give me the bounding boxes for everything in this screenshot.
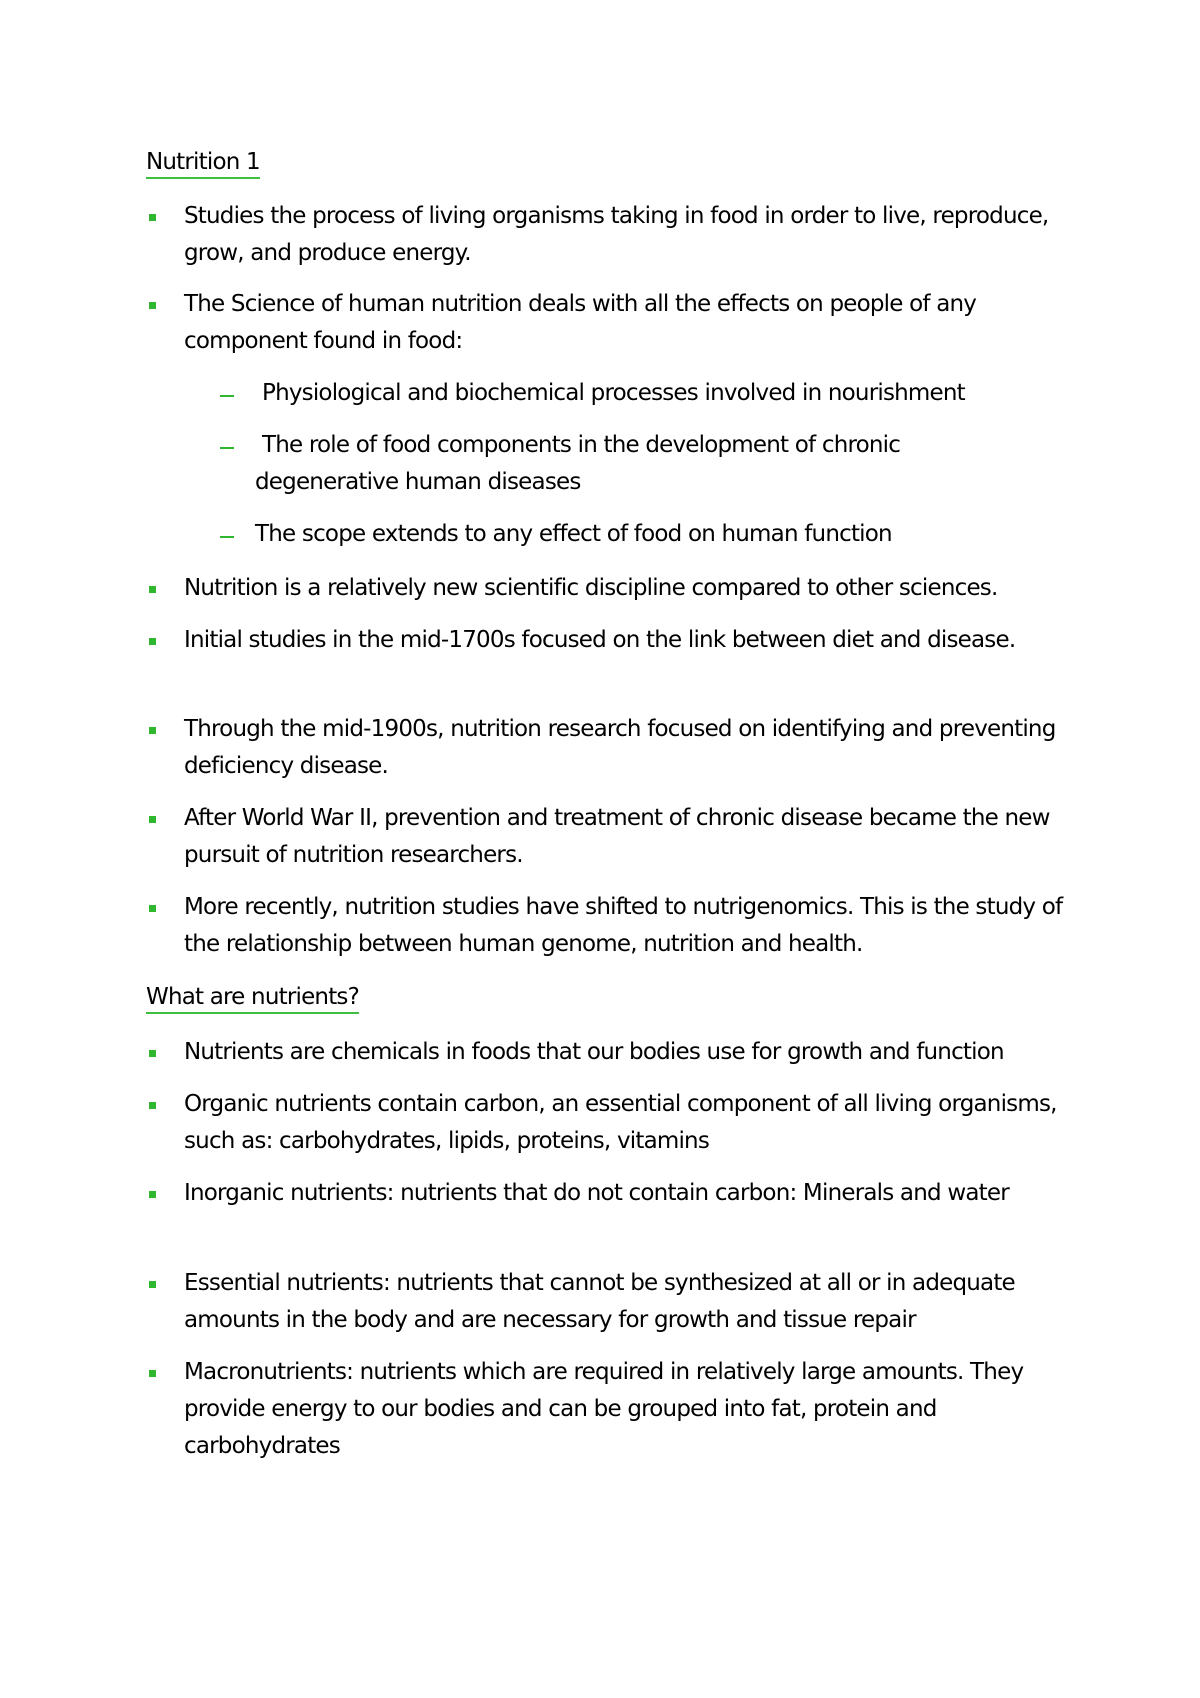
list-item: Essential nutrients: nutrients that cannot be synthesized at all or in adequate amounts in the body and are necessary for growth and tissue repair — [184, 1270, 1015, 1333]
dash-marker — [220, 395, 234, 397]
bullet-marker — [149, 727, 156, 734]
list-item: Macronutrients: nutrients which are required in relatively large amounts. They provide energy to our bodies and can be grouped into fat, protein and carbohydrates — [184, 1359, 1024, 1459]
list-item: Inorganic nutrients: nutrients that do not contain carbon: Minerals and water — [184, 1180, 1009, 1206]
sub-list-item: The role of food components in the development of chronic degenerative human diseases — [255, 432, 901, 495]
list-item: Through the mid-1900s, nutrition research focused on identifying and preventing deficiency disease. — [184, 716, 1056, 779]
bullet-marker — [149, 1102, 156, 1109]
dash-marker — [220, 447, 234, 449]
bullet-marker — [149, 586, 156, 593]
sub-list-item: Physiological and biochemical processes involved in nourishment — [262, 380, 965, 406]
bullet-marker — [149, 1050, 156, 1057]
sub-list-item: The scope extends to any effect of food on human function — [255, 521, 892, 547]
dash-marker — [220, 536, 234, 538]
section-heading-nutrition-1: Nutrition 1 — [146, 147, 260, 179]
list-item: More recently, nutrition studies have shifted to nutrigenomics. This is the study of the relationship between human genome, nutrition and health. — [184, 894, 1063, 957]
bullet-marker — [149, 638, 156, 645]
list-item: Organic nutrients contain carbon, an essential component of all living organisms, such as: carbohydrates, lipids, proteins, vitamins — [184, 1091, 1057, 1154]
list-item: Studies the process of living organisms taking in food in order to live, reproduce, grow, and produce energy. — [184, 203, 1049, 266]
list-item: Nutrition is a relatively new scientific discipline compared to other sciences. — [184, 575, 998, 601]
bullet-marker — [149, 816, 156, 823]
bullet-marker — [149, 214, 156, 221]
bullet-marker — [149, 1370, 156, 1377]
list-item: The Science of human nutrition deals with all the effects on people of any component found in food: — [184, 291, 977, 354]
list-item: After World War II, prevention and treatment of chronic disease became the new pursuit of nutrition researchers. — [184, 805, 1050, 868]
bullet-marker — [149, 1281, 156, 1288]
bullet-marker — [149, 302, 156, 309]
list-item: Initial studies in the mid-1700s focused on the link between diet and disease. — [184, 627, 1016, 653]
section-heading-what-are-nutrients: What are nutrients? — [146, 982, 359, 1014]
bullet-marker — [149, 905, 156, 912]
list-item: Nutrients are chemicals in foods that our bodies use for growth and function — [184, 1039, 1004, 1065]
bullet-marker — [149, 1191, 156, 1198]
